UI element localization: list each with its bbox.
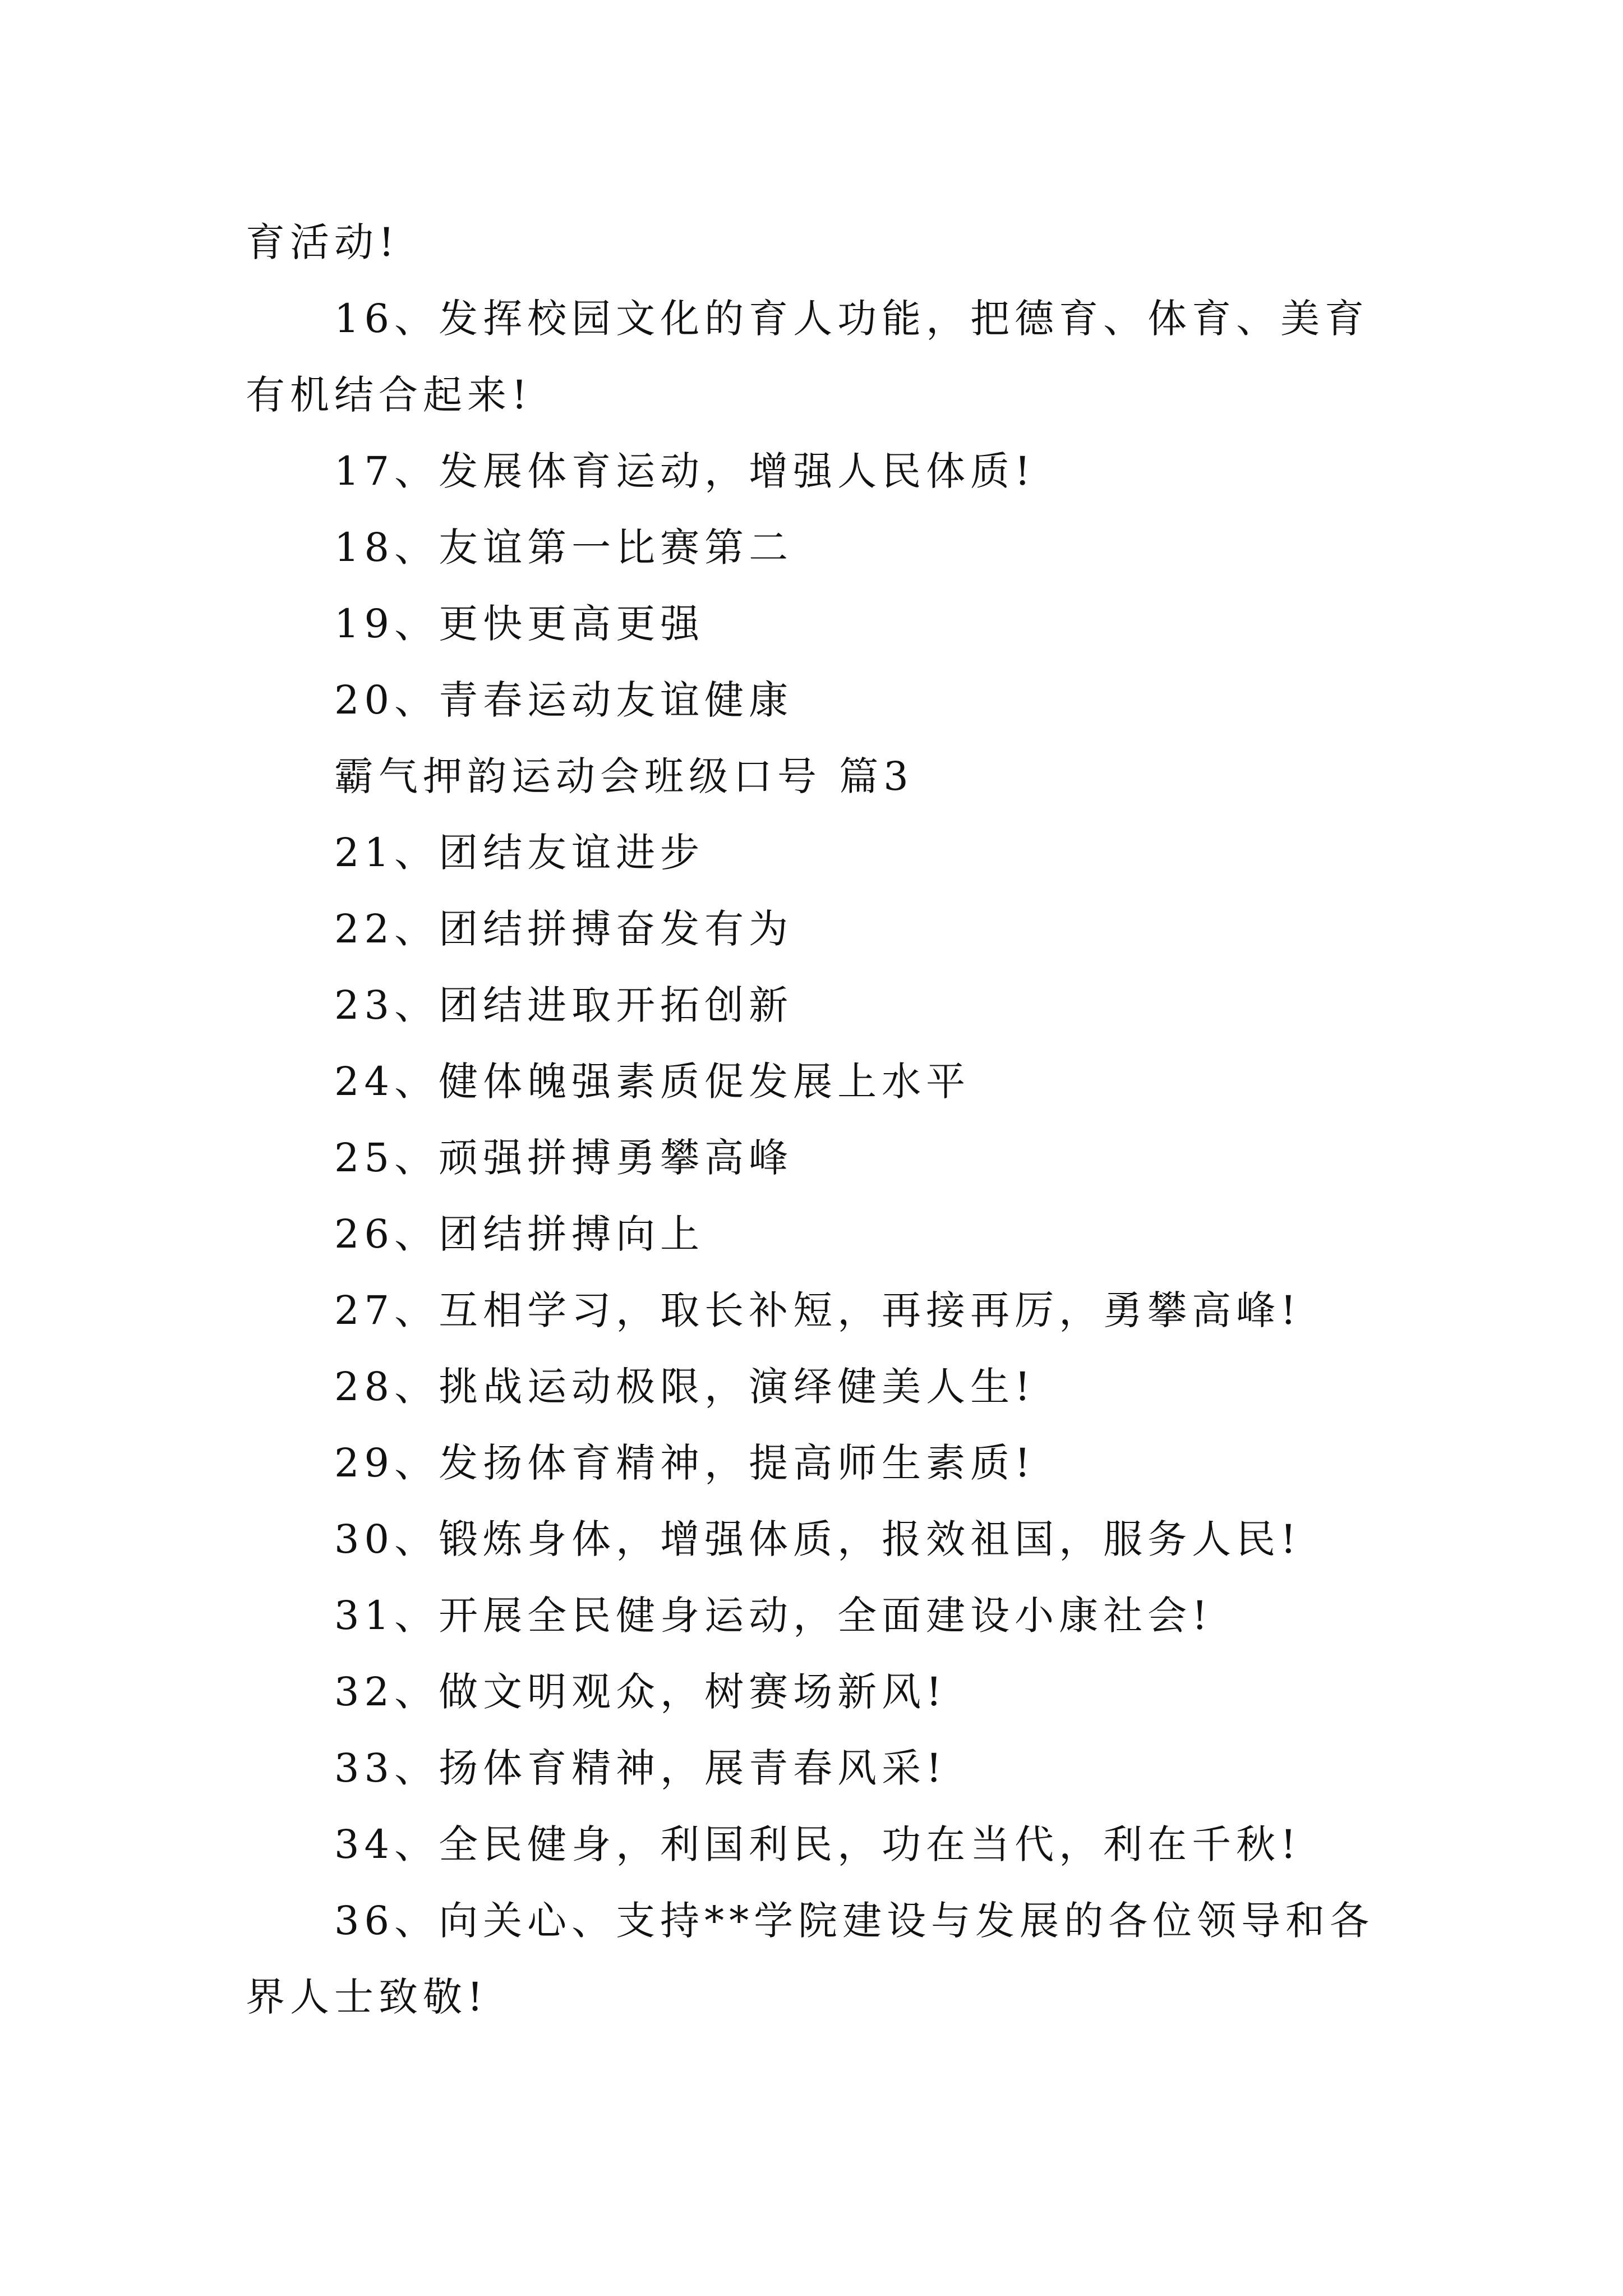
slogan-30: 30、锻炼身体，增强体质，报效祖国，服务人民! — [334, 1516, 1302, 1562]
paragraph-continuation: 育活动! — [246, 219, 400, 265]
slogan-17: 17、发展体育运动，增强人民体质! — [334, 448, 1036, 494]
section-heading: 霸气押韵运动会班级口号 篇3 — [334, 753, 914, 799]
slogan-20: 20、青春运动友谊健康 — [334, 677, 794, 723]
slogan-16: 16、发挥校园文化的育人功能，把德育、体育、美育有机结合起来! — [246, 296, 1370, 418]
slogan-18: 18、友谊第一比赛第二 — [334, 524, 794, 570]
document-body — [246, 204, 1390, 2035]
slogan-25: 25、顽强拼搏勇攀高峰 — [334, 1135, 794, 1181]
slogan-23: 23、团结进取开拓创新 — [334, 982, 794, 1028]
slogan-27: 27、互相学习，取长补短，再接再厉，勇攀高峰! — [334, 1287, 1302, 1333]
slogan-32: 32、做文明观众，树赛场新风! — [334, 1669, 947, 1715]
slogan-26: 26、团结拼搏向上 — [334, 1211, 705, 1257]
slogan-21: 21、团结友谊进步 — [334, 830, 705, 876]
slogan-36: 36、向关心、支持**学院建设与发展的各位领导和各界人士致敬! — [246, 1898, 1375, 2020]
slogan-24: 24、健体魄强素质促发展上水平 — [334, 1059, 971, 1105]
slogan-28: 28、挑战运动极限，演绎健美人生! — [334, 1364, 1036, 1410]
slogan-19: 19、更快更高更强 — [334, 601, 705, 647]
slogan-33: 33、扬体育精神，展青春风采! — [334, 1745, 947, 1791]
slogan-29: 29、发扬体育精神，提高师生素质! — [334, 1440, 1036, 1486]
slogan-31: 31、开展全民健身运动，全面建设小康社会! — [334, 1593, 1213, 1639]
slogan-22: 22、团结拼搏奋发有为 — [334, 906, 794, 952]
slogan-34: 34、全民健身，利国利民，功在当代，利在千秋! — [334, 1821, 1302, 1867]
